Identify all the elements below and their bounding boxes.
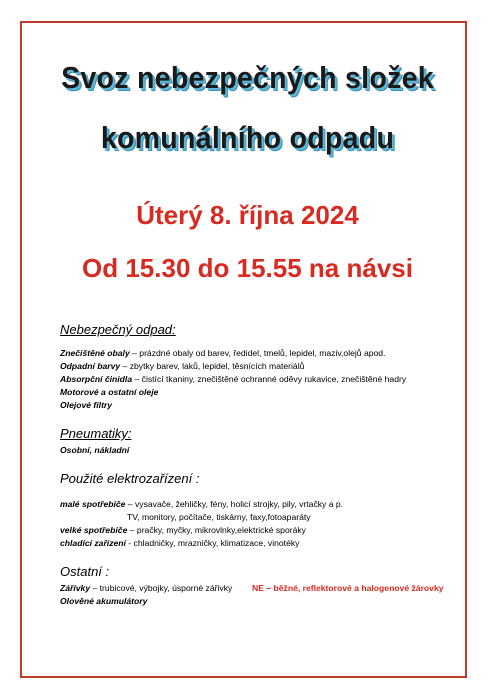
list-item: Absorpční činidla – čistící tkaniny, znečištěné ochranné oděvy rukavice, znečištěné hadry <box>60 374 407 384</box>
collection-date: Úterý 8. října 2024 <box>136 200 359 230</box>
title-line-1: Svoz nebezpečných složek <box>61 60 434 95</box>
content-area <box>60 322 460 608</box>
list-item: Motorové a ostatní oleje <box>60 387 159 397</box>
list-item: Zářivky – trubicové, výbojky, úsporné zářivky NE – běžné, reflektorové a halogenové žárovky <box>60 583 444 593</box>
list-item: malé spotřebiče – vysavače, žehličky, fény, holicí strojky, pily, vrtačky a p. <box>60 499 344 509</box>
list-item: Osobní, nákladní <box>60 445 130 455</box>
list-item: Olověné akumulátory <box>60 596 148 606</box>
section-heading-hazardous: Nebezpečný odpad: <box>60 322 176 337</box>
list-item-continued: TV, monitory, počítače, tiskárny, faxy,fotoaparáty <box>127 512 311 522</box>
list-item: velké spotřebiče – pračky, myčky, mikrovlnky,elektrické sporáky <box>60 525 306 535</box>
title-line-2: komunálního odpadu <box>100 120 395 155</box>
section-heading-other: Ostatní : <box>60 564 110 579</box>
list-item: chladící zařízení - chladničky, mrazničky, klimatizace, vinotéky <box>60 538 300 548</box>
list-item: Odpadní barvy – zbytky barev, laků, lepidel, těsnících materiálů <box>60 361 305 371</box>
section-heading-tires: Pneumatiky: <box>60 426 132 441</box>
section-heading-electronics: Použité elektrozařízení : <box>60 471 200 486</box>
list-item: Znečištěné obaly – prázdné obaly od barev, ředidel, tmelů, lepidel, maziv,olejů apod. <box>60 348 386 358</box>
list-item: Olejové filtry <box>60 400 113 410</box>
collection-time-place: Od 15.30 do 15.55 na návsi <box>82 253 413 283</box>
excluded-bulbs-note: NE – běžné, reflektorové a halogenové žárovky <box>252 583 444 593</box>
